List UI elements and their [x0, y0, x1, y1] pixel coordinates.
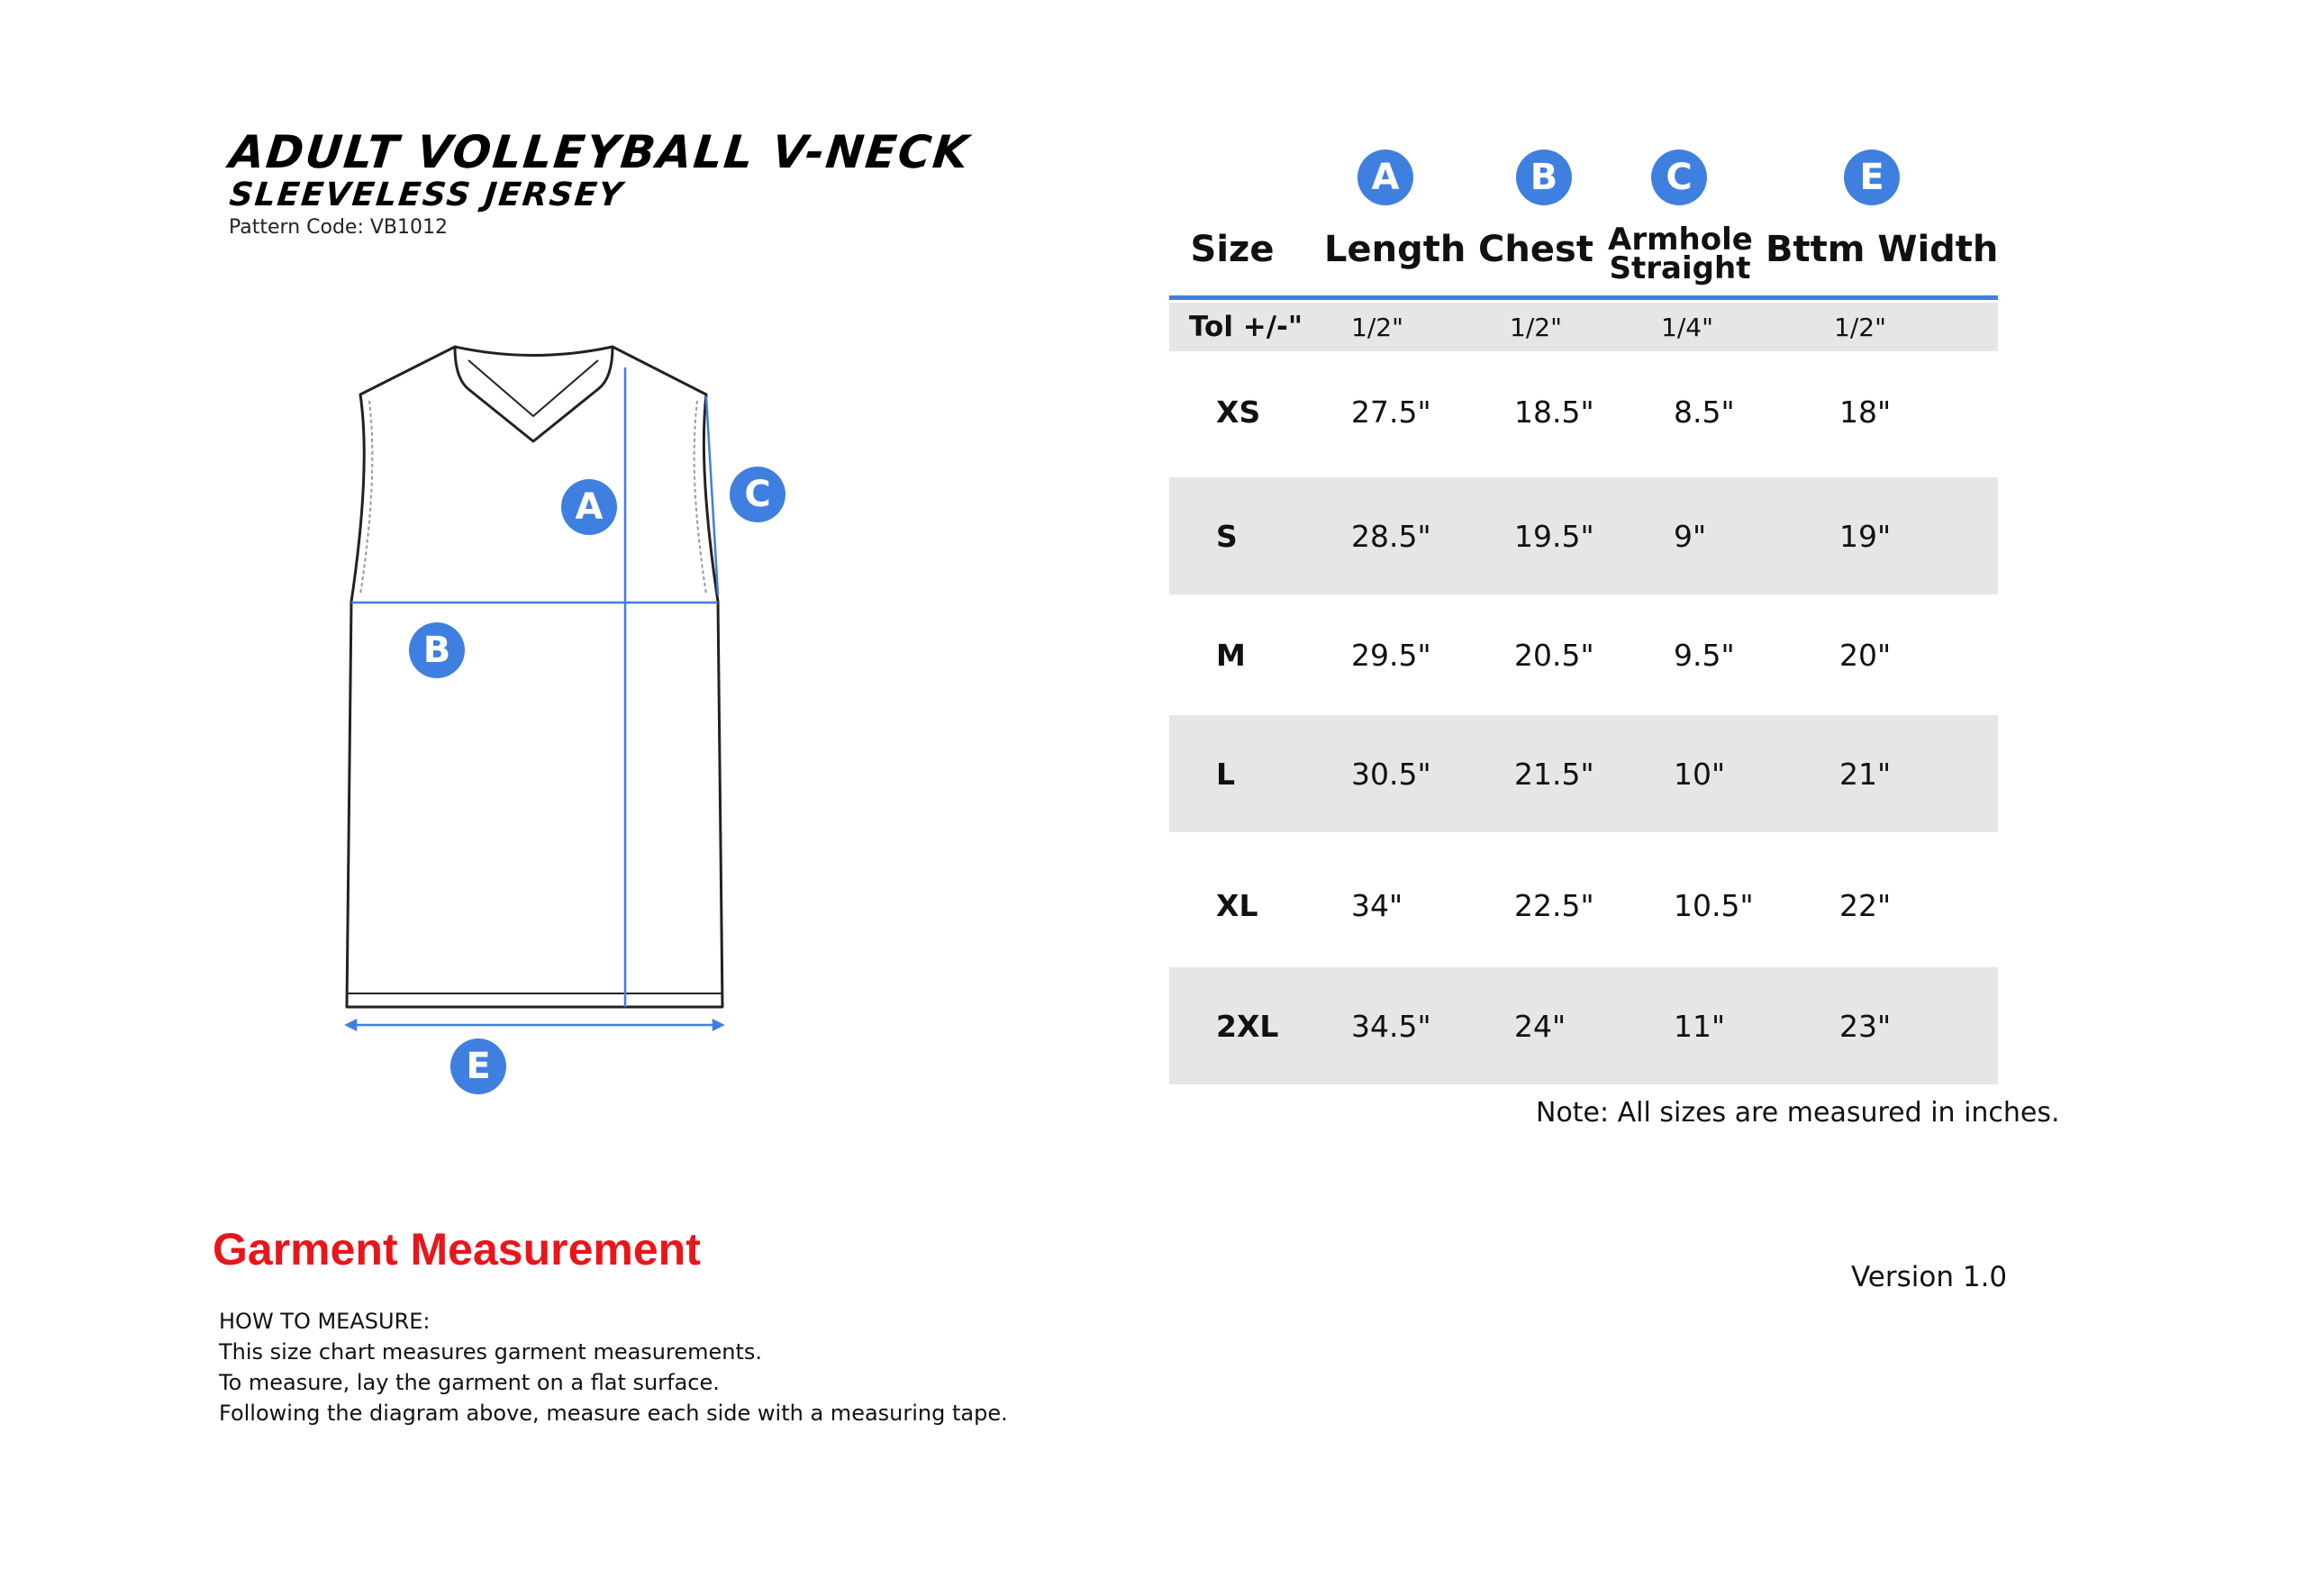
col-header-size: Size	[1190, 229, 1275, 270]
jersey-outline	[347, 347, 722, 1007]
table-row: M 29.5" 20.5" 9.5" 20"	[1216, 637, 1892, 673]
header-badge-c: C	[1651, 150, 1707, 205]
col-header-bottom-width: Bttm Width	[1766, 229, 1999, 270]
version-label: Version 1.0	[1851, 1261, 2008, 1293]
how-to-measure	[219, 1306, 1008, 1428]
pattern-code: Pattern Code: VB1012	[229, 216, 448, 239]
diagram-badge-b: B	[409, 622, 465, 678]
header-divider	[1169, 295, 1998, 300]
table-row: XS 27.5" 18.5" 8.5" 18"	[1216, 394, 1892, 430]
header-badge-a: A	[1357, 150, 1413, 205]
header-badge-e: E	[1844, 150, 1900, 205]
jersey-collar	[455, 347, 613, 441]
table-row: 2XL 34.5" 24" 11" 23"	[1169, 967, 1998, 1084]
page-title: ADULT VOLLEYBALL V-NECK	[226, 126, 973, 178]
diagram-badge-a: A	[561, 479, 617, 535]
section-title: Garment Measurement	[213, 1224, 701, 1274]
col-header-chest: Chest	[1478, 229, 1593, 270]
how-to-line: Following the diagram above, measure each side with a measuring tape.	[219, 1401, 1008, 1426]
tolerance-label: Tol +/-"	[1189, 311, 1303, 343]
diagram-badge-c: C	[730, 467, 785, 522]
jersey-diagram	[324, 324, 829, 1117]
table-row: L 30.5" 21.5" 10" 21"	[1169, 715, 1998, 832]
col-header-armhole: Armhole Straight	[1608, 222, 1753, 286]
table-row: XL 34" 22.5" 10.5" 22"	[1216, 887, 1892, 923]
tolerance-row: Tol +/-" 1/2" 1/2" 1/4" 1/2"	[1169, 303, 1998, 351]
measurement-note: Note: All sizes are measured in inches.	[1536, 1097, 2060, 1129]
col-header-length: Length	[1324, 229, 1466, 270]
how-to-line: To measure, lay the garment on a flat surface.	[219, 1370, 720, 1395]
header-badge-b: B	[1516, 150, 1572, 205]
table-row: S 28.5" 19.5" 9" 19"	[1169, 477, 1998, 594]
how-to-line: HOW TO MEASURE:	[219, 1309, 431, 1334]
diagram-badge-e: E	[450, 1038, 506, 1094]
how-to-line: This size chart measures garment measurements.	[219, 1339, 763, 1365]
page-subtitle: SLEEVELESS JERSEY	[227, 177, 626, 213]
